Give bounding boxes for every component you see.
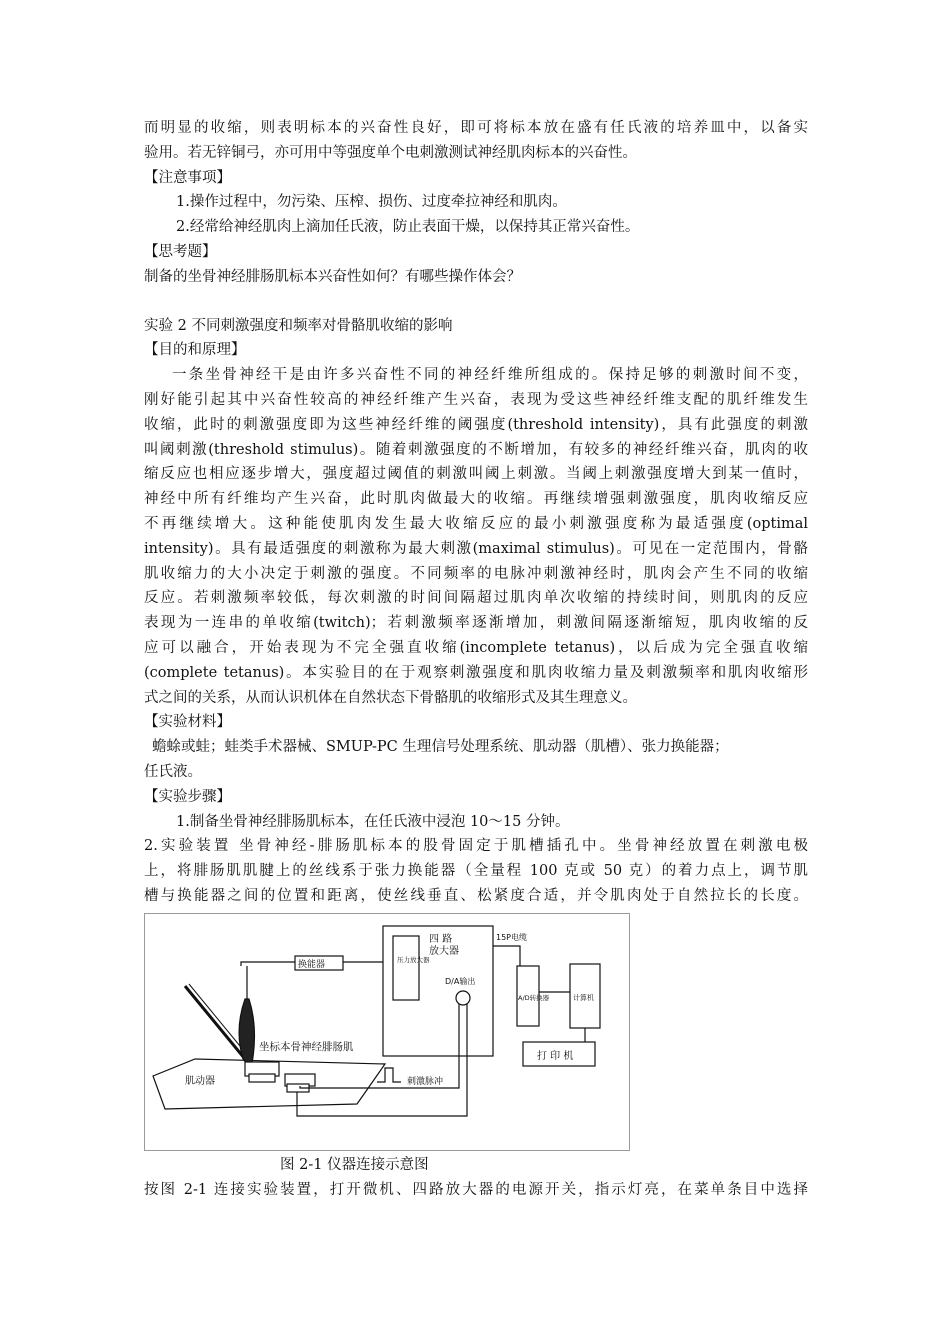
section-heading-purpose: 【目的和原理】 xyxy=(144,342,246,359)
da-output-jack xyxy=(456,991,470,1005)
pressure-amp-label: 压力放大器 xyxy=(397,955,430,964)
purpose-line: 肌收缩力的大小决定于刺激的强度。不同频率的电脉冲刺激神经时，肌肉会产生不同的收缩 xyxy=(144,565,808,582)
section-heading-steps: 【实验步骤】 xyxy=(144,788,231,805)
specimen-label: 坐标本骨神经腓肠肌 xyxy=(259,1040,354,1053)
step-2-line: 2.实验装置 坐骨神经-腓肠肌标本的股骨固定于肌槽插孔中。坐骨神经放置在刺激电极 xyxy=(144,838,808,855)
pressure-amp-box xyxy=(393,936,419,1000)
myograph-label: 肌动器 xyxy=(185,1075,215,1087)
body-text-line: 而明显的收缩，则表明标本的兴奋性良好，即可将标本放在盛有任氏液的培养皿中，以备实 xyxy=(144,120,808,136)
figure-caption: 图 2-1 仪器连接示意图 xyxy=(280,1156,429,1173)
section-heading-materials: 【实验材料】 xyxy=(144,714,231,731)
step-2-line: 槽与换能器之间的位置和距离，使丝线垂直、松紧度合适，并令肌肉处于自然拉长的长度。 xyxy=(144,887,808,904)
body-text-line: 按图 2-1 连接实验装置，打开微机、四路放大器的电源开关，指示灯亮，在菜单条目中选择 xyxy=(144,1181,808,1198)
apparatus-diagram-svg xyxy=(145,914,631,1152)
purpose-line: 应可以融合，开始表现为不完全强直收缩(incomplete tetanus)，以后成为完全强直收缩 xyxy=(144,639,808,656)
note-item-1: 1.操作过程中，勿污染、压榨、损伤、过度牵拉神经和肌肉。 xyxy=(176,194,567,211)
question-text: 制备的坐骨神经腓肠肌标本兴奋性如何？有哪些操作体会？ xyxy=(144,268,521,285)
muscle-specimen xyxy=(239,999,254,1069)
paragraph-gap xyxy=(144,290,808,314)
purpose-line: 表现为一连串的单收缩(twitch)；若刺激频率逐渐增加，刺激间隔逐渐缩短，肌肉收缩的反 xyxy=(144,615,808,632)
materials-line: 任氏液。 xyxy=(144,763,202,780)
purpose-line: 不再继续增大。这种能使肌肉发生最大收缩反应的最小刺激强度称为最适强度(optimal xyxy=(144,515,808,532)
experiment-title: 实验 2 不同刺激强度和频率对骨骼肌收缩的影响 xyxy=(144,317,453,334)
purpose-line: 反应。若刺激频率较低，每次刺激的时间间隔超过肌肉单次收缩的持续时间，则肌肉的反应 xyxy=(144,590,808,607)
stand-rod xyxy=(185,986,245,1059)
body-text-line: 验用。若无锌铜弓，亦可用中等强度单个电刺激测试神经肌肉标本的兴奋性。 xyxy=(144,144,637,161)
purpose-line: 叫阈刺激(threshold stimulus)。随着刺激强度的不断增加，有较多的神经纤维兴奋，肌肉的收 xyxy=(144,441,808,458)
section-heading-notes: 【注意事项】 xyxy=(144,169,231,186)
pulse-label: 刺激脉冲 xyxy=(407,1076,444,1087)
section-heading-questions: 【思考题】 xyxy=(144,243,217,260)
purpose-line: 式之间的关系，从而认识机体在自然状态下骨骼肌的收缩形式及其生理意义。 xyxy=(144,689,637,706)
purpose-line: 神经中所有纤维均产生兴奋，此时肌肉做最大的收缩。再继续增强刺激强度，肌肉收缩反应 xyxy=(144,491,808,508)
cable-label: 15P电缆 xyxy=(496,932,528,942)
purpose-line: (complete tetanus)。本实验目的在于观察刺激强度和肌肉收缩力量及刺激频率和肌肉收缩形 xyxy=(144,664,808,681)
printer-label: 打 印 机 xyxy=(537,1050,574,1062)
apparatus-diagram xyxy=(144,913,630,1151)
ad-converter-label: A/D转换器 xyxy=(518,993,550,1002)
purpose-line: 缩反应也相应逐步增大，强度超过阈值的刺激叫阈上刺激。当阈上刺激强度增大到某一值时， xyxy=(144,466,808,483)
amplifier-title-2: 放大器 xyxy=(429,945,459,957)
computer-label: 计算机 xyxy=(573,993,594,1002)
da-output-label: D/A输出 xyxy=(445,976,476,986)
step-2-line: 上，将腓肠肌肌腱上的丝线系于张力换能器（全量程 100 克或 50 克）的着力点上，调节肌 xyxy=(144,863,808,880)
document-page xyxy=(144,116,808,1202)
purpose-line: 收缩，此时的刺激强度即为这些神经纤维的阈强度(threshold intensity)，具有此强度的刺激 xyxy=(144,416,808,433)
purpose-line: 一条坐骨神经干是由许多兴奋性不同的神经纤维所组成的。保持足够的刺激时间不变， xyxy=(172,367,808,384)
purpose-line: 刚好能引起其中兴奋性较高的神经纤维产生兴奋，表现为受这些神经纤维支配的肌纤维发生 xyxy=(144,391,808,408)
purpose-line: intensity)。具有最适强度的刺激称为最大刺激(maximal stimulus)。可见在一定范围内，骨骼 xyxy=(144,540,808,557)
transducer-label: 换能器 xyxy=(298,959,326,970)
materials-line: 蟾蜍或蛙；蛙类手术器械、SMUP-PC 生理信号处理系统、肌动器（肌槽）、张力换能器； xyxy=(152,739,729,756)
amplifier-title-1: 四 路 xyxy=(429,933,453,945)
note-item-2: 2.经常给神经肌肉上滴加任氏液，防止表面干燥，以保持其正常兴奋性。 xyxy=(176,219,640,236)
step-1: 1.制备坐骨神经腓肠肌标本，在任氏液中浸泡 10～15 分钟。 xyxy=(176,813,570,830)
